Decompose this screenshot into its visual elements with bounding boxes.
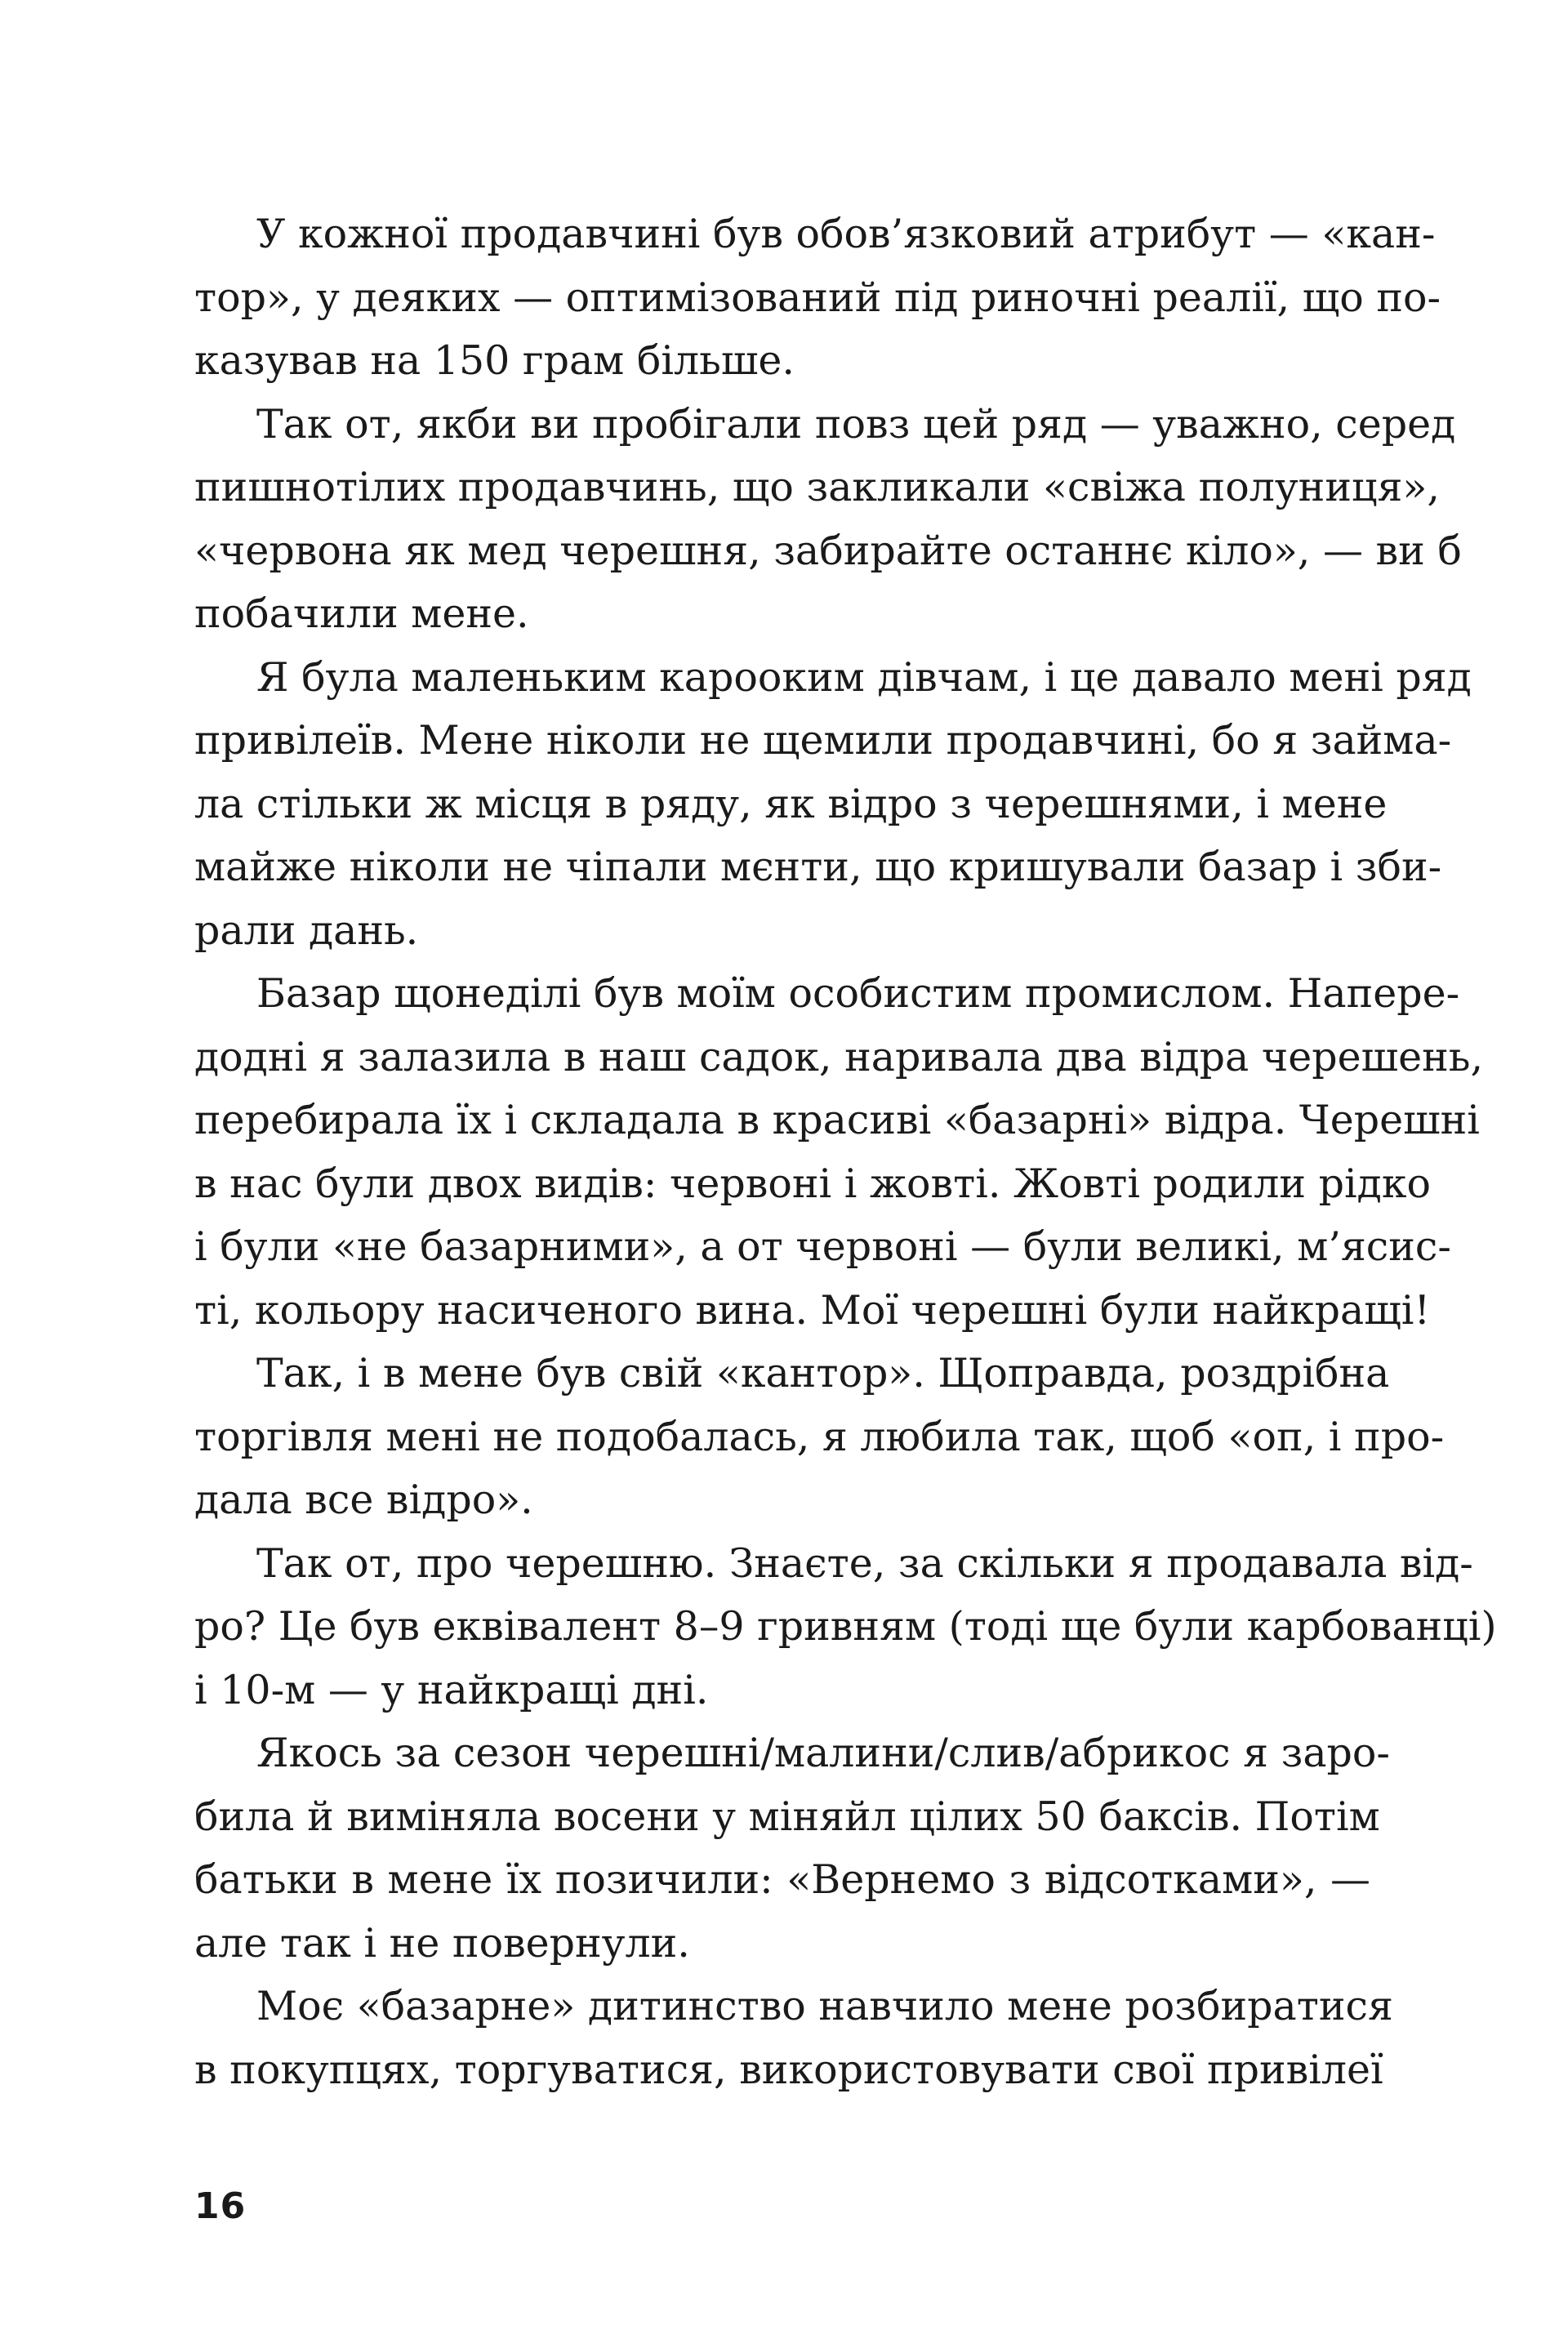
text-line: перебирала їх і складала в красиві «базарні» відра. Черешні	[194, 1097, 1480, 1143]
text-line: пишнотілих продавчинь, що закликали «свіжа полуниця»,	[194, 464, 1440, 510]
text-line: батьки в мене їх позичили: «Вернемо з відсотками», —	[194, 1856, 1370, 1903]
text-line: торгівля мені не подобалась, я любила так, щоб «оп, і про-	[194, 1413, 1445, 1460]
text-line: в нас були двох видів: червоні і жовті. Жовті родили рідко	[194, 1160, 1431, 1207]
paragraph	[194, 1975, 1393, 2101]
text-line: ла стільки ж місця в ряду, як відро з черешнями, і мене	[194, 780, 1388, 827]
paragraph	[194, 1342, 1445, 1532]
paragraph	[194, 203, 1441, 393]
text-line: казував на 150 грам більше.	[194, 337, 795, 384]
text-line: тор», у деяких — оптимізований під риночні реалії, що по-	[194, 274, 1441, 321]
text-line: майже ніколи не чіпали мєнти, що кришували базар і зби-	[194, 844, 1442, 890]
paragraph	[194, 393, 1462, 646]
text-line: Так от, якби ви пробігали повз цей ряд — уважно, серед	[256, 400, 1456, 448]
text-line: «червона як мед черешня, забирайте останнє кіло», — ви б	[194, 527, 1462, 574]
page-number: 16	[194, 2185, 247, 2227]
paragraph	[194, 1532, 1497, 1722]
text-line: дала все відро».	[194, 1477, 533, 1523]
text-line: привілеїв. Мене ніколи не щемили продавчині, бо я займа-	[194, 717, 1452, 764]
paragraph	[194, 962, 1484, 1342]
text-line: Якось за сезон черешні/малини/слив/абрикос я заро-	[256, 1730, 1390, 1776]
paragraph	[194, 646, 1472, 963]
text-line: била й виміняла восени у міняйл цілих 50 баксів. Потім	[194, 1793, 1380, 1840]
text-line: рали дань.	[194, 906, 419, 954]
text-line: Моє «базарне» дитинство навчило мене розбиратися	[256, 1983, 1393, 2029]
text-line: ро? Це був еквівалент 8–9 гривням (тоді ще були карбованці)	[194, 1603, 1497, 1650]
text-line: Базар щонеділі був моїм особистим промислом. Напере-	[256, 970, 1460, 1017]
text-line: побачили мене.	[194, 590, 529, 637]
text-line: Так, і в мене був свій «кантор». Щоправда, роздрібна	[256, 1350, 1390, 1396]
body-text	[194, 203, 1497, 2101]
text-line: в покупцях, торгуватися, використовувати свої привілеї	[194, 2046, 1383, 2093]
text-line: додні я залазила в наш садок, наривала два відра черешень,	[194, 1033, 1484, 1080]
text-line: і 10-м — у найкращі дні.	[194, 1666, 709, 1713]
text-line: але так і не повернули.	[194, 1919, 690, 1967]
paragraph	[194, 1722, 1390, 1975]
text-line: ті, кольору насиченого вина. Мої черешні були найкращі!	[194, 1286, 1431, 1334]
text-line: У кожної продавчині був обов’язковий атрибут — «кан-	[256, 211, 1436, 257]
text-line: Так от, про черешню. Знаєте, за скільки я продавала від-	[256, 1539, 1473, 1587]
text-line: і були «не базарними», а от червоні — були великі, м’ясис-	[194, 1223, 1451, 1270]
text-line: Я була маленьким карооким дівчам, і це давало мені ряд	[256, 653, 1472, 701]
